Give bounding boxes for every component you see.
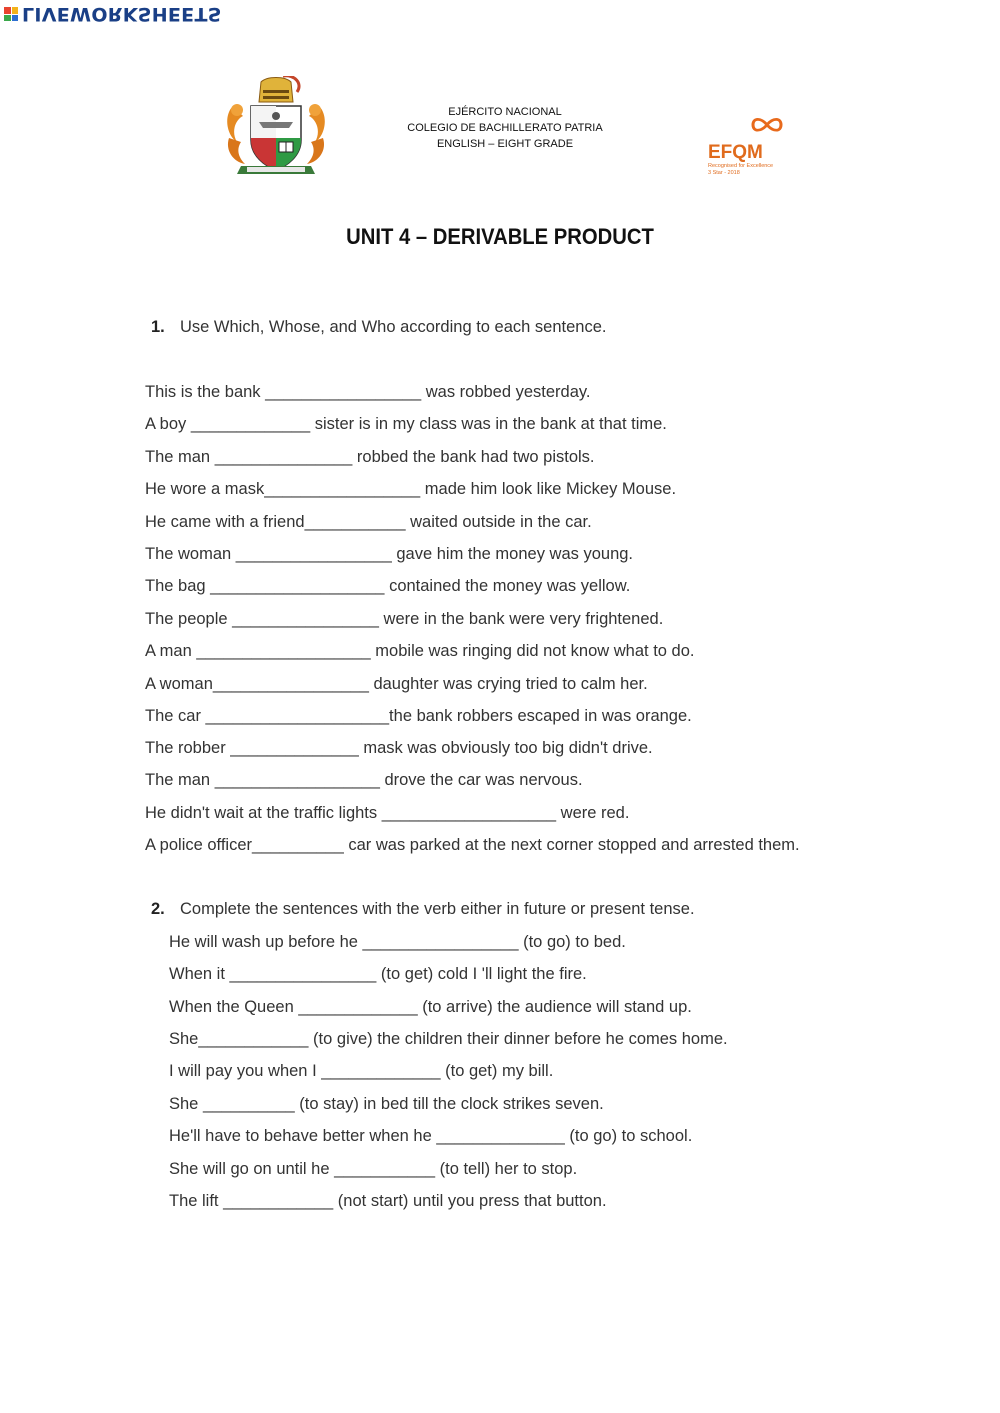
exercise1-sentence[interactable]: The man _______________ robbed the bank had two pistols.: [145, 448, 595, 466]
exercise1-sentence[interactable]: A boy _____________ sister is in my class was in the bank at that time.: [145, 415, 667, 433]
exercise2-sentence[interactable]: He will wash up before he _________________ (to go) to bed.: [169, 933, 626, 951]
exercise1-sentence[interactable]: The robber ______________ mask was obviously too big didn't drive.: [145, 739, 653, 757]
exercise2-sentence[interactable]: I will pay you when I _____________ (to get) my bill.: [169, 1062, 554, 1080]
exercise1-sentence[interactable]: He didn't wait at the traffic lights ___________________ were red.: [145, 804, 630, 822]
exercise1-sentence[interactable]: A police officer__________ car was parked at the next corner stopped and arrested them.: [145, 836, 800, 854]
exercise1-sentence[interactable]: The car ____________________the bank robbers escaped in was orange.: [145, 707, 692, 725]
school-header: [390, 104, 620, 152]
section1-number: 1.: [151, 318, 165, 336]
exercise1-sentence[interactable]: A woman_________________ daughter was crying tried to calm her.: [145, 675, 648, 693]
exercise1-sentence[interactable]: The bag ___________________ contained the money was yellow.: [145, 577, 631, 595]
section1-heading: [151, 318, 606, 337]
exercise1-sentence[interactable]: A man ___________________ mobile was ringing did not know what to do.: [145, 642, 695, 660]
exercise2-sentence[interactable]: She____________ (to give) the children their dinner before he comes home.: [169, 1030, 728, 1048]
efqm-logo: [705, 114, 800, 180]
exercise2-sentence[interactable]: When the Queen _____________ (to arrive) the audience will stand up.: [169, 998, 692, 1016]
school-crest-icon: [223, 76, 329, 178]
section2-number: 2.: [151, 900, 165, 918]
exercise2-sentence[interactable]: She will go on until he ___________ (to tell) her to stop.: [169, 1160, 578, 1178]
liveworksheets-logo: [4, 2, 222, 26]
exercise2-sentence[interactable]: He'll have to behave better when he ______________ (to go) to school.: [169, 1127, 693, 1145]
header-line-course: ENGLISH – EIGHT GRADE: [436, 138, 574, 150]
exercise2-sentence[interactable]: She __________ (to stay) in bed till the clock strikes seven.: [169, 1095, 604, 1113]
efqm-recognised: Recognised for Excellence: [708, 163, 774, 169]
page-title: UNIT 4 – DERIVABLE PRODUCT: [346, 224, 654, 249]
exercise1-sentence[interactable]: He came with a friend___________ waited outside in the car.: [145, 513, 592, 531]
cubes-icon: [4, 7, 18, 21]
efqm-text: EFQM: [708, 142, 763, 163]
exercise2-sentence[interactable]: The lift ____________ (not start) until you press that button.: [169, 1192, 607, 1210]
exercise1-sentence[interactable]: The man __________________ drove the car was nervous.: [145, 771, 583, 789]
exercise1-sentence[interactable]: This is the bank _________________ was robbed yesterday.: [145, 383, 591, 401]
efqm-stars: 3 Star - 2018: [708, 170, 740, 176]
exercise1-sentence[interactable]: He wore a mask_________________ made him look like Mickey Mouse.: [145, 480, 677, 498]
section2-heading: [151, 900, 695, 919]
exercise2-sentence[interactable]: When it ________________ (to get) cold I 'll light the fire.: [169, 965, 587, 983]
header-line-army: EJÉRCITO NACIONAL: [448, 106, 562, 118]
brand-text: LIVEWORKSHEETS: [22, 3, 222, 25]
section1-instruction: Use Which, Whose, and Who according to each sentence.: [180, 318, 607, 336]
exercise1-sentence[interactable]: The people ________________ were in the bank were very frightened.: [145, 610, 664, 628]
section2-instruction: Complete the sentences with the verb either in future or present tense.: [180, 900, 695, 918]
exercise1-sentence[interactable]: The woman _________________ gave him the money was young.: [145, 545, 634, 563]
header-line-school: COLEGIO DE BACHILLERATO PATRIA: [407, 122, 603, 134]
